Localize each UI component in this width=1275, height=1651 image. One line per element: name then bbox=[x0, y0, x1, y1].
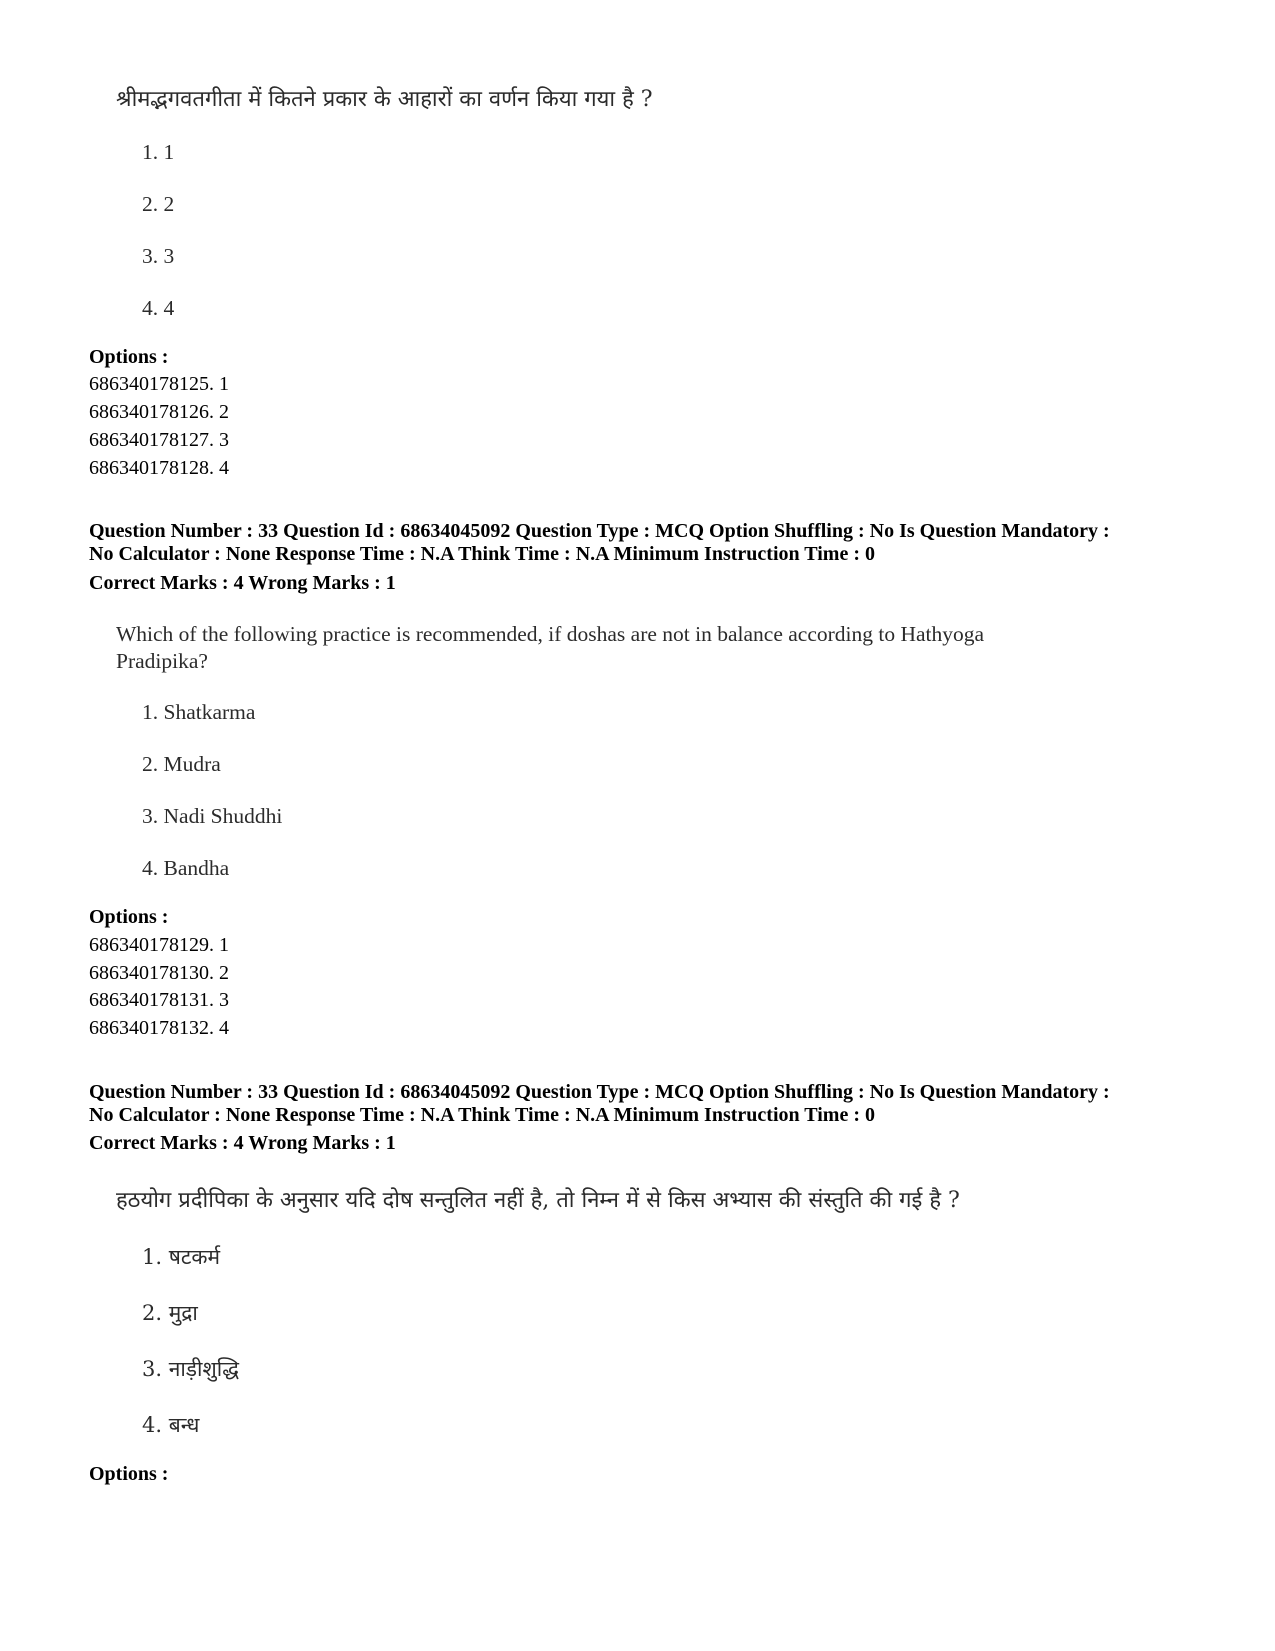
question-3-choice-2: 2. मुद्रा bbox=[142, 1301, 198, 1325]
question-2-option-id-4: 686340178132. 4 bbox=[89, 1017, 229, 1039]
question-2-option-id-1: 686340178129. 1 bbox=[89, 934, 229, 956]
question-3-options-label: Options : bbox=[89, 1463, 169, 1485]
question-3-choice-1: 1. षटकर्म bbox=[142, 1245, 221, 1269]
question-1-option-id-4: 686340178128. 4 bbox=[89, 457, 229, 479]
question-1-choice-1: 1. 1 bbox=[142, 140, 175, 164]
question-1-option-id-2: 686340178126. 2 bbox=[89, 401, 229, 423]
question-2-meta-line-2: No Calculator : None Response Time : N.A Think Time : N.A Minimum Instruction Time : 0 bbox=[89, 543, 875, 565]
question-3-choice-4: 4. बन्ध bbox=[142, 1413, 200, 1437]
question-2-option-id-3: 686340178131. 3 bbox=[89, 989, 229, 1011]
question-2-marks: Correct Marks : 4 Wrong Marks : 1 bbox=[89, 572, 396, 594]
question-2-choice-2: 2. Mudra bbox=[142, 752, 221, 776]
question-2-text-line-1: Which of the following practice is recommended, if doshas are not in balance according to Hathyoga bbox=[116, 622, 985, 646]
question-3-text: हठयोग प्रदीपिका के अनुसार यदि दोष सन्तुलित नहीं है, तो निम्न में से किस अभ्यास की संस्तुति की गई है ? bbox=[116, 1188, 960, 1213]
question-2-choice-1: 1. Shatkarma bbox=[142, 700, 256, 724]
question-2-option-id-2: 686340178130. 2 bbox=[89, 962, 229, 984]
question-1-choice-4: 4. 4 bbox=[142, 296, 175, 320]
question-2-choice-4: 4. Bandha bbox=[142, 856, 230, 880]
question-1-text: श्रीमद्भगवतगीता में कितने प्रकार के आहारों का वर्णन किया गया है ? bbox=[116, 87, 653, 112]
question-1-option-id-1: 686340178125. 1 bbox=[89, 373, 229, 395]
question-1-choice-2: 2. 2 bbox=[142, 192, 175, 216]
question-2-choice-3: 3. Nadi Shuddhi bbox=[142, 804, 283, 828]
question-3-meta-line-2: No Calculator : None Response Time : N.A Think Time : N.A Minimum Instruction Time : 0 bbox=[89, 1104, 875, 1126]
question-3-meta-line-1: Question Number : 33 Question Id : 68634045092 Question Type : MCQ Option Shuffling : No Is Question Mandatory : bbox=[89, 1081, 1110, 1103]
question-2-options-label: Options : bbox=[89, 906, 169, 928]
question-3-marks: Correct Marks : 4 Wrong Marks : 1 bbox=[89, 1132, 396, 1154]
question-3-choice-3: 3. नाड़ीशुद्धि bbox=[142, 1357, 239, 1381]
question-1-option-id-3: 686340178127. 3 bbox=[89, 429, 229, 451]
question-2-text-line-2: Pradipika? bbox=[116, 649, 208, 673]
question-1-options-label: Options : bbox=[89, 346, 169, 368]
question-2-meta-line-1: Question Number : 33 Question Id : 68634045092 Question Type : MCQ Option Shuffling : No Is Question Mandatory : bbox=[89, 520, 1110, 542]
question-1-choice-3: 3. 3 bbox=[142, 244, 175, 268]
